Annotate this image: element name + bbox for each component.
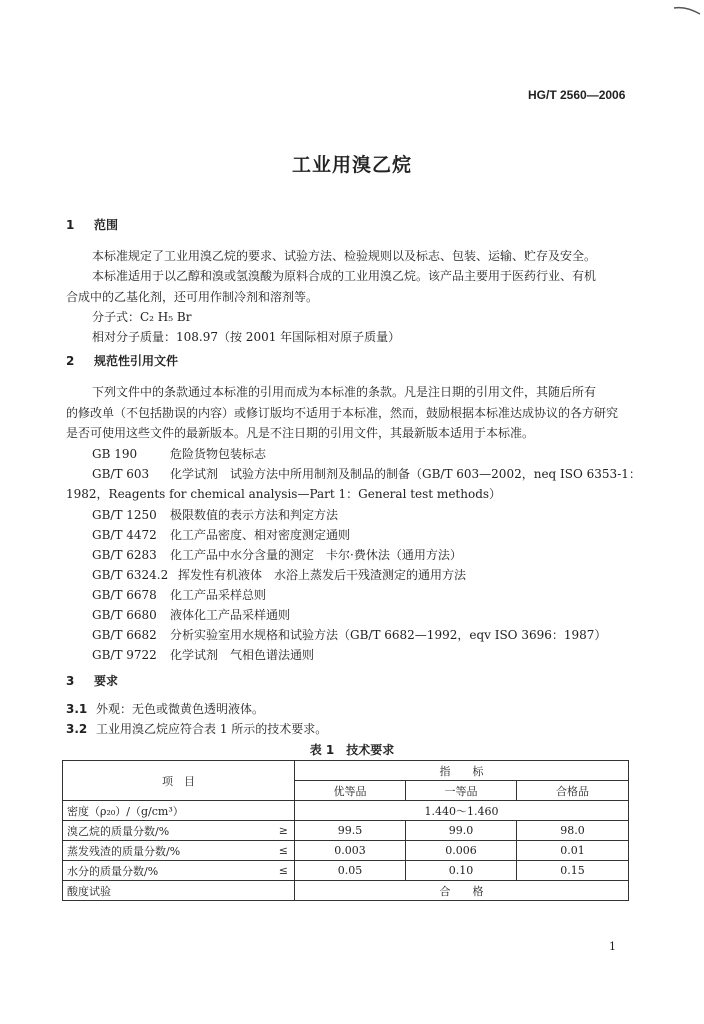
ref-code: GB/T 6682 [92, 628, 157, 642]
ref-entry [92, 546, 462, 563]
section-title: 规范性引用文件 [94, 354, 179, 368]
ref-code: GB/T 1250 [92, 508, 157, 522]
section-number: 3 [66, 674, 75, 688]
ref-entry [92, 526, 350, 543]
table-header-row [63, 761, 629, 781]
section-scope-heading [66, 216, 118, 233]
section-title: 要求 [94, 674, 119, 688]
item-label: 蒸发残渣的质量分数/% [67, 844, 181, 858]
grade-header: 一等品 [406, 781, 517, 801]
ref-title: 化工产品中水分含量的测定 卡尔·费休法（通用方法） [170, 548, 462, 562]
ref-code: GB 190 [92, 447, 138, 461]
relation-symbol: ≤ [278, 844, 288, 857]
item-cell [63, 861, 295, 881]
ref-title: 危险货物包装标志 [170, 447, 267, 461]
scope-line: 本标准规定了工业用溴乙烷的要求、试验方法、检验规则以及标志、包装、运输、贮存及安全。 [92, 249, 597, 263]
ref-code: GB/T 6680 [92, 608, 157, 622]
molecular-formula: 分子式：C₂ H₅ Br [92, 310, 192, 324]
item-label: 密度（ρ₂₀）/（g/cm³） [67, 804, 184, 818]
ref-entry [92, 586, 266, 603]
requirement-text: 外观：无色或微黄色透明液体。 [96, 702, 265, 716]
section-number: 1 [66, 218, 75, 232]
grade-header: 优等品 [295, 781, 406, 801]
scan-mark-icon [672, 2, 702, 16]
ref-title: 化工产品采样总则 [170, 588, 267, 602]
ref-entry [92, 566, 466, 583]
value-cell: 0.01 [517, 841, 629, 861]
document-title: 工业用溴乙烷 [291, 154, 412, 176]
ref-title: 液体化工产品采样通则 [170, 608, 291, 622]
ref-code: GB/T 6678 [92, 588, 157, 602]
index-column-header: 指 标 [295, 761, 629, 781]
item-label: 溴乙烷的质量分数/% [67, 824, 170, 838]
ref-title: 极限数值的表示方法和判定方法 [170, 508, 339, 522]
item-label: 水分的质量分数/% [67, 864, 159, 878]
ref-code: GB/T 6283 [92, 548, 157, 562]
scope-line: 合成中的乙基化剂，还可用作制冷剂和溶剂等。 [66, 290, 319, 304]
requirement-number: 3.2 [66, 722, 88, 736]
value-cell: 99.0 [406, 821, 517, 841]
value-cell: 98.0 [517, 821, 629, 841]
ref-entry [92, 626, 606, 643]
relation-symbol: ≤ [278, 864, 288, 877]
ref-entry-continuation: 1982，Reagents for chemical analysis—Part 1：General test methods） [66, 487, 502, 501]
ref-code: GB/T 6324.2 [92, 568, 169, 582]
ref-code: GB/T 9722 [92, 648, 157, 662]
ref-entry [92, 445, 266, 462]
requirement-item [66, 720, 327, 737]
ref-entry [92, 465, 641, 482]
item-cell [63, 821, 295, 841]
ref-entry [92, 646, 314, 663]
item-column-header: 项 目 [63, 761, 295, 801]
scope-line: 本标准适用于以乙醇和溴或氢溴酸为原料合成的工业用溴乙烷。该产品主要用于医药行业、有机 [92, 269, 597, 283]
table-row [63, 841, 629, 861]
table-row [63, 821, 629, 841]
spanned-value-cell: 1.440～1.460 [295, 801, 629, 821]
requirement-item [66, 700, 264, 717]
table-caption: 表 1 技术要求 [309, 743, 395, 757]
section-requirements-heading [66, 672, 118, 689]
ref-title: 化学试剂 气相色谱法通则 [170, 648, 315, 662]
ref-title: 化工产品密度、相对密度测定通则 [170, 528, 351, 542]
ref-code: GB/T 603 [92, 467, 150, 481]
ref-title: 化学试剂 试验方法中所用制剂及制品的制备（GB/T 603—2002，neq ISO 6353-1： [170, 467, 641, 481]
table-row [63, 861, 629, 881]
ref-title: 分析实验室用水规格和试验方法（GB/T 6682—1992，eqv ISO 3696：1987） [170, 628, 607, 642]
technical-requirements-table [62, 760, 629, 901]
section-number: 2 [66, 354, 75, 368]
requirement-text: 工业用溴乙烷应符合表 1 所示的技术要求。 [96, 722, 328, 736]
refs-intro-line: 的修改单（不包括勘误的内容）或修订版均不适用于本标准，然而，鼓励根据本标准达成协议的各方研究 [66, 406, 619, 420]
molecular-mass: 相对分子质量：108.97（按 2001 年国际相对原子质量） [92, 330, 401, 344]
standard-number: HG/T 2560—2006 [528, 88, 626, 102]
requirement-number: 3.1 [66, 702, 88, 716]
refs-intro-line: 是否可使用这些文件的最新版本。凡是不注日期的引用文件，其最新版本适用于本标准。 [66, 426, 535, 440]
section-refs-heading [66, 352, 178, 369]
ref-entry [92, 506, 338, 523]
ref-entry [92, 606, 290, 623]
value-cell: 0.05 [295, 861, 406, 881]
section-title: 范围 [94, 218, 119, 232]
value-cell: 0.10 [406, 861, 517, 881]
table-row [63, 801, 629, 821]
value-cell: 0.003 [295, 841, 406, 861]
ref-code: GB/T 4472 [92, 528, 157, 542]
table-row [63, 881, 629, 901]
item-cell [63, 801, 295, 821]
item-cell [63, 881, 295, 901]
item-cell [63, 841, 295, 861]
value-cell: 99.5 [295, 821, 406, 841]
spanned-value-cell: 合 格 [295, 881, 629, 901]
value-cell: 0.15 [517, 861, 629, 881]
grade-header: 合格品 [517, 781, 629, 801]
item-label: 酸度试验 [67, 884, 111, 898]
relation-symbol: ≥ [278, 824, 288, 837]
refs-intro-line: 下列文件中的条款通过本标准的引用而成为本标准的条款。凡是注日期的引用文件，其随后所有 [92, 385, 597, 399]
ref-title: 挥发性有机液体 水浴上蒸发后干残渣测定的通用方法 [178, 568, 467, 582]
page-number: 1 [609, 940, 616, 953]
value-cell: 0.006 [406, 841, 517, 861]
